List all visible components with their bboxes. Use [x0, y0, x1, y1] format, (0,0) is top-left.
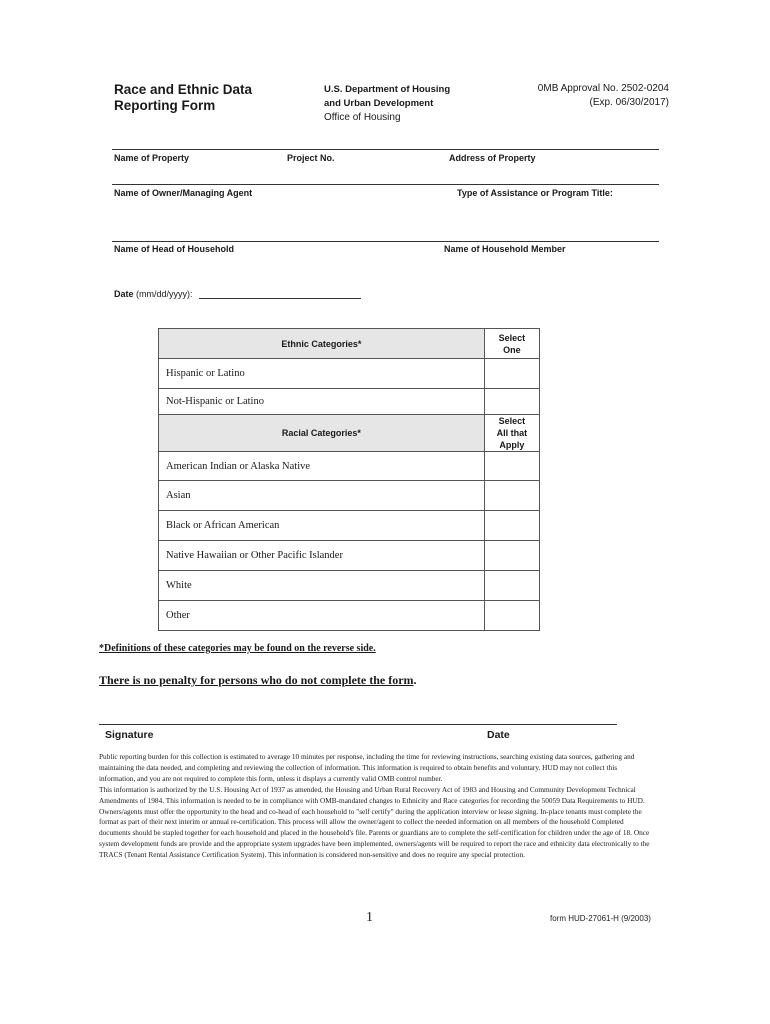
racial-select-black[interactable] [484, 511, 539, 541]
assistance-type-field[interactable]: Type of Assistance or Program Title: [457, 188, 613, 198]
penalty-text: There is no penalty for persons who do not complete the form [99, 673, 414, 687]
racial-option-label: Black or African American [159, 511, 485, 541]
signature-line[interactable] [99, 724, 617, 725]
ethnic-select-hispanic[interactable] [484, 359, 539, 389]
signature-date-label: Date [487, 729, 510, 741]
category-table [158, 328, 540, 631]
divider-owner [112, 184, 659, 185]
table-row [159, 452, 540, 481]
date-label: Date [114, 289, 134, 299]
table-row [159, 389, 540, 415]
agency-block [324, 83, 450, 125]
household-member-field[interactable]: Name of Household Member [444, 244, 566, 254]
owner-agent-field[interactable]: Name of Owner/Managing Agent [114, 188, 253, 198]
penalty-period: . [413, 673, 417, 687]
racial-option-label: Native Hawaiian or Other Pacific Islander [159, 541, 485, 571]
table-row [159, 359, 540, 389]
form-title-line1: Race and Ethnic Data [114, 82, 253, 97]
racial-option-label: American Indian or Alaska Native [159, 452, 485, 481]
agency-name-line1: U.S. Department of Housing [324, 84, 451, 95]
racial-select-white[interactable] [484, 571, 539, 601]
table-row [159, 601, 540, 631]
racial-categories-header: Racial Categories* [159, 415, 485, 452]
select-one-line2: One [503, 344, 521, 355]
table-row [159, 481, 540, 511]
agency-office: Office of Housing [324, 112, 401, 123]
property-name-field[interactable]: Name of Property [114, 153, 190, 163]
select-all-line1: Select [498, 416, 526, 426]
divider-household [112, 241, 659, 242]
page-number: 1 [366, 910, 373, 925]
select-all-header [484, 415, 539, 452]
form-number: form HUD-27061-H (9/2003) [550, 914, 651, 923]
penalty-note [99, 673, 417, 688]
head-of-household-field[interactable]: Name of Head of Household [114, 244, 235, 254]
ethnic-categories-header: Ethnic Categories* [159, 329, 485, 359]
ethnic-option-label: Hispanic or Latino [159, 359, 485, 389]
racial-option-label: White [159, 571, 485, 601]
racial-header-row [159, 415, 540, 452]
project-number-field[interactable]: Project No. [287, 153, 335, 163]
select-all-line2: All that [496, 428, 528, 438]
select-one-line1: Select [498, 332, 526, 343]
agency-name-line2: and Urban Development [324, 98, 434, 109]
date-field[interactable] [114, 289, 193, 299]
property-address-field[interactable]: Address of Property [449, 153, 536, 163]
racial-select-other[interactable] [484, 601, 539, 631]
racial-option-label: Other [159, 601, 485, 631]
ethnic-select-not-hispanic[interactable] [484, 389, 539, 415]
burden-paragraph-2: This information is authorized by the U.S. Housing Act of 1937 as amended, the Housing and Urban Rural Recovery Act of 1983 and Housing and Community Development Technical Amendments of 1984. This information is needed to be in compliance with OMB-mandated changes to Ethnicity and Race categories for recording the 50059 Data Requirements to HUD. Owners/agents must offer the opportunity to the head and co-head of each household to "self certify" during the application interview or lease signing. In-place tenants must complete the format as part of their next interim or annual re-certification. This process will allow the owner/agent to collect the needed information on all members of the household Completed documents should be stapled together for each household and placed in the household's file. Parents or guardians are to complete the self-certification for children under the age of 18. Once system development funds are provide and the appropriate system upgrades have been implemented, owners/agents will be required to report the race and ethnicity data electronically to the TRACS (Tenant Rental Assistance Certification System). This information is considered non-sensitive and does no require any special protection. [99, 784, 650, 860]
select-all-line3: Apply [499, 440, 525, 450]
table-row [159, 541, 540, 571]
divider-property [112, 149, 659, 150]
form-title-line2: Reporting Form [114, 98, 216, 113]
racial-select-pacific-islander[interactable] [484, 541, 539, 571]
date-format-hint: (mm/dd/yyyy): [136, 289, 193, 299]
table-row [159, 511, 540, 541]
omb-number: 0MB Approval No. 2502-0204 [537, 83, 669, 94]
form-title [114, 82, 252, 114]
table-row [159, 571, 540, 601]
date-underline [199, 298, 361, 299]
racial-select-american-indian[interactable] [484, 452, 539, 481]
select-one-header [484, 329, 539, 359]
burden-paragraph-1: Public reporting burden for this collection is estimated to average 10 minutes per response, including the time for reviewing instructions, searching existing data sources, gathering and maintaining the data needed, and completing and reviewing the collection of information. This information is required to obtain benefits and voluntary. HUD may not collect this information, and you are not required to complete this form, unless it displays a currently valid OMB control number. [99, 752, 635, 783]
racial-option-label: Asian [159, 481, 485, 511]
signature-label: Signature [105, 729, 154, 741]
definitions-note: *Definitions of these categories may be found on the reverse side. [99, 643, 376, 654]
racial-select-asian[interactable] [484, 481, 539, 511]
ethnic-option-label: Not-Hispanic or Latino [159, 389, 485, 415]
burden-statement [99, 752, 651, 861]
omb-expiration: (Exp. 06/30/2017) [589, 97, 669, 108]
omb-approval [470, 82, 669, 110]
ethnic-header-row [159, 329, 540, 359]
